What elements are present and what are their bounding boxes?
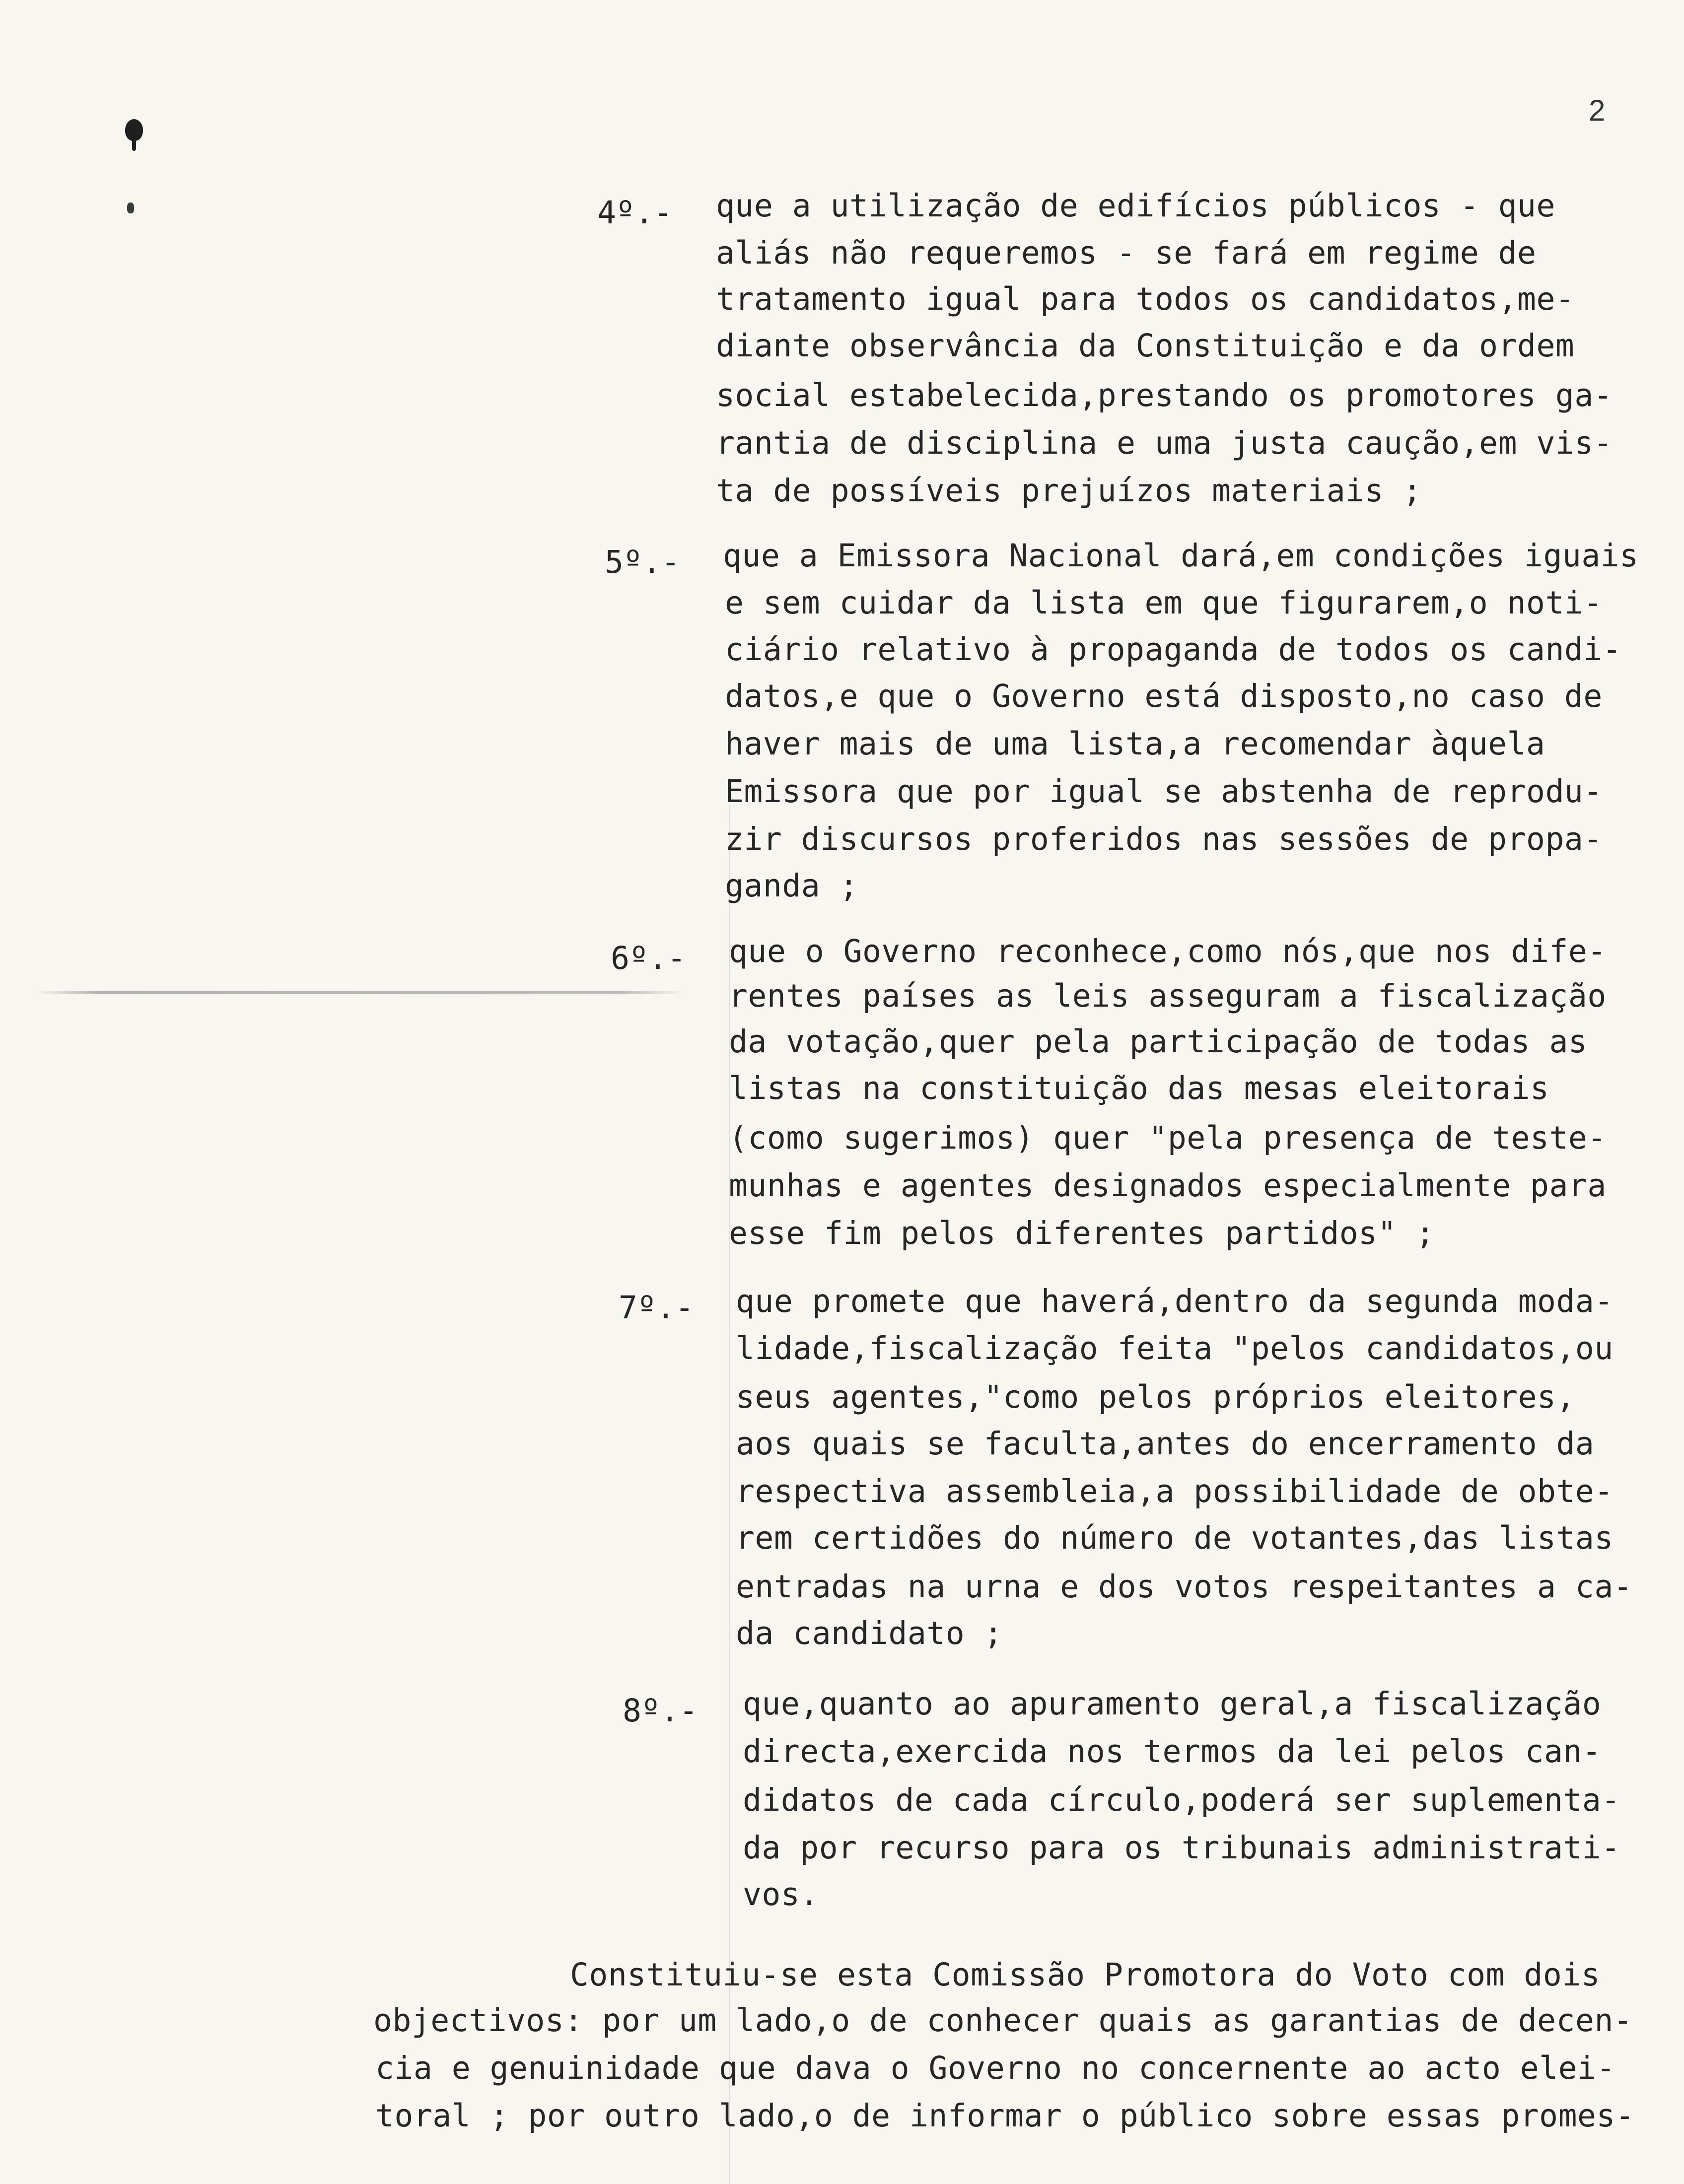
paragraph-line: objectivos: por um lado,o de conhecer quais as garantias de decen- <box>373 2002 1633 2039</box>
item-line: ganda ; <box>725 868 859 904</box>
item-line: que a Emissora Nacional dará,em condições iguais <box>723 538 1639 574</box>
item-line: que a utilização de edifícios públicos - que <box>716 188 1555 224</box>
item-line: respectiva assembleia,a possibilidade de obte- <box>736 1473 1614 1509</box>
item-line: esse fim pelos diferentes partidos" ; <box>729 1215 1435 1251</box>
item-line: rentes países as leis asseguram a fiscalização <box>729 978 1607 1014</box>
item-line: e sem cuidar da lista em que figurarem,o noti- <box>725 585 1603 621</box>
paragraph-line: cia e genuinidade que dava o Governo no concernente ao acto elei- <box>375 2050 1615 2086</box>
item-number: 8º.- <box>623 1693 698 1729</box>
item-line: ta de possíveis prejuízos materiais ; <box>716 473 1422 509</box>
item-line: (como sugerimos) quer "pela presença de teste- <box>729 1120 1607 1156</box>
item-line: que,quanto ao apuramento geral,a fiscalização <box>743 1686 1602 1722</box>
page-number: 2 <box>1589 94 1606 127</box>
item-line: entradas na urna e dos votos respeitantes a ca- <box>736 1569 1633 1605</box>
paper-fold-line <box>35 991 685 994</box>
paragraph-line: Constituiu-se esta Comissão Promotora do Voto com dois <box>570 1957 1601 1993</box>
ink-blot-mark <box>125 119 143 141</box>
item-line: munhas e agentes designados especialmente para <box>729 1167 1607 1204</box>
item-number: 6º.- <box>611 940 686 976</box>
item-line: vos. <box>743 1876 819 1912</box>
item-line: que o Governo reconhece,como nós,que nos dife- <box>729 933 1607 969</box>
item-line: datos,e que o Governo está disposto,no caso de <box>725 678 1603 714</box>
item-line: aos quais se faculta,antes do encerramento da <box>736 1426 1595 1462</box>
item-line: da por recurso para os tribunais administrati- <box>743 1830 1620 1866</box>
item-line: da votação,quer pela participação de todas as <box>729 1024 1588 1060</box>
item-line: rem certidões do número de votantes,das listas <box>736 1520 1614 1556</box>
ink-speck-mark <box>127 203 134 213</box>
paragraph-line: toral ; por outro lado,o de informar o público sobre essas promes- <box>375 2098 1635 2134</box>
item-number: 7º.- <box>619 1290 694 1326</box>
item-line: seus agentes,"como pelos próprios eleitores, <box>736 1379 1575 1415</box>
item-line: diante observância da Constituição e da ordem <box>716 328 1575 364</box>
item-line: rantia de disciplina e uma justa caução,em vis- <box>716 425 1613 461</box>
item-line: lidade,fiscalização feita "pelos candidatos,ou <box>736 1330 1614 1366</box>
item-line: tratamento igual para todos os candidatos,me- <box>716 281 1575 317</box>
item-number: 5º.- <box>605 544 680 580</box>
item-line: haver mais de uma lista,a recomendar àquela <box>725 726 1545 762</box>
item-line: didatos de cada círculo,poderá ser suplementa- <box>743 1782 1620 1818</box>
item-line: que promete que haverá,dentro da segunda moda- <box>736 1283 1614 1319</box>
item-line: ciário relativo à propaganda de todos os candi- <box>725 631 1622 668</box>
item-number: 4º.- <box>597 195 673 231</box>
item-line: directa,exercida nos termos da lei pelos can- <box>743 1733 1602 1770</box>
item-line: aliás não requeremos - se fará em regime de <box>716 235 1537 271</box>
item-line: Emissora que por igual se abstenha de reprodu- <box>725 773 1603 810</box>
item-line: social estabelecida,prestando os promotores ga- <box>716 377 1613 413</box>
item-line: zir discursos proferidos nas sessões de propa- <box>725 821 1603 857</box>
item-line: listas na constituição das mesas eleitorais <box>729 1070 1549 1106</box>
item-line: da candidato ; <box>736 1615 1003 1651</box>
